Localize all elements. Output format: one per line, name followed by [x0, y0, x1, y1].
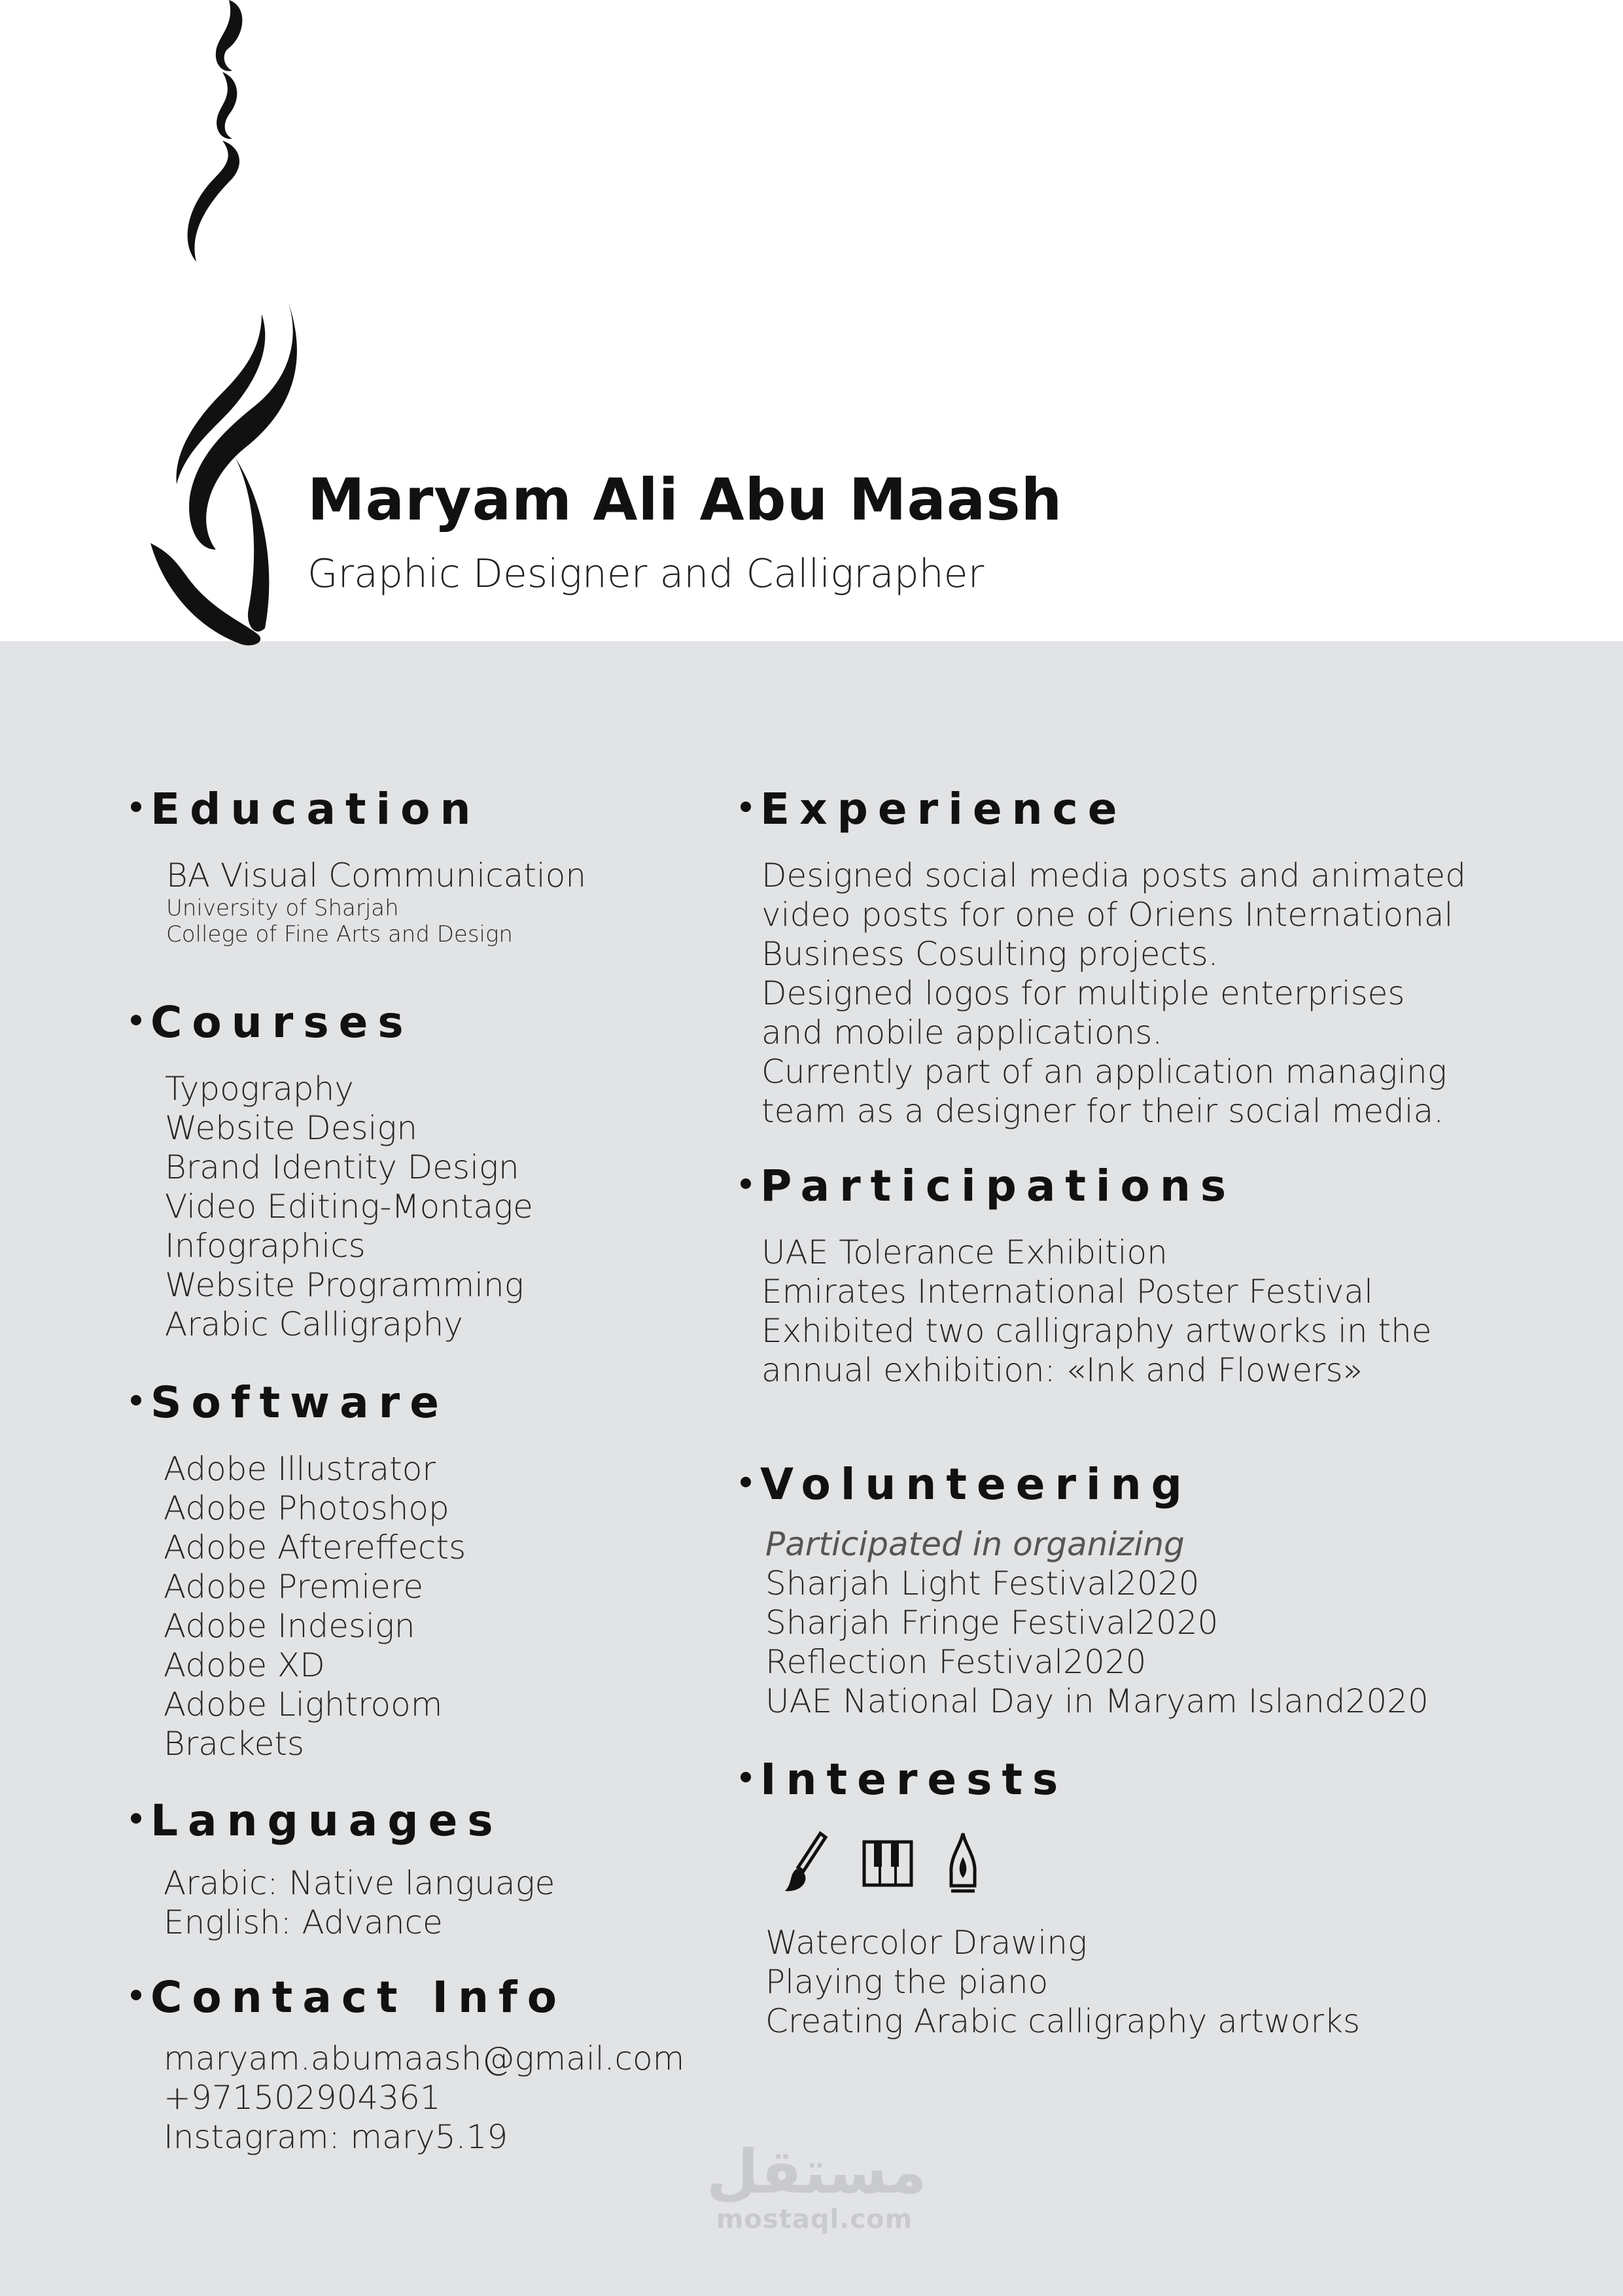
- experience-section: [741, 784, 1466, 1131]
- contact-heading-text: Contact Info: [150, 1972, 567, 2022]
- watermark-latin: mostaql.com: [716, 2204, 913, 2234]
- bullet-dot-icon: [131, 1990, 141, 2000]
- mostaql-watermark: [707, 2137, 927, 2234]
- interest-icons: [780, 1828, 1360, 1899]
- list-item: Website Design: [165, 1109, 418, 1147]
- experience-heading-text: Experience: [760, 784, 1127, 834]
- list-item: Adobe Photoshop: [164, 1489, 449, 1527]
- list-item: Infographics: [165, 1227, 366, 1265]
- volunteering-section: [741, 1459, 1429, 1721]
- bullet-dot-icon: [131, 1395, 141, 1405]
- list-item: UAE National Day in Maryam Island2020: [765, 1682, 1429, 1720]
- bullet-dot-icon: [741, 802, 751, 812]
- experience-line: and mobile applications.: [761, 1014, 1163, 1051]
- bullet-dot-icon: [131, 1015, 141, 1025]
- bullet-dot-icon: [131, 802, 141, 812]
- list-item: Brand Identity Design: [165, 1148, 519, 1186]
- volunteering-heading-text: Volunteering: [760, 1459, 1192, 1510]
- experience-line: Designed social media posts and animated: [761, 857, 1466, 894]
- contact-section: [131, 1972, 685, 2157]
- participations-heading-text: Participations: [760, 1161, 1236, 1211]
- instagram-handle[interactable]: Instagram: mary5.19: [164, 2118, 508, 2156]
- list-item: Typography: [165, 1070, 354, 1108]
- calligraphy-pen-icon: [943, 1831, 983, 1896]
- list-item: Sharjah Light Festival2020: [765, 1564, 1200, 1602]
- calligraphy-logo: [124, 0, 321, 648]
- participation-line: Exhibited two calligraphy artworks in the: [761, 1312, 1432, 1350]
- watermark-arabic: مستقل: [707, 2137, 927, 2207]
- list-item: Adobe Indesign: [164, 1607, 415, 1645]
- participation-line: Emirates International Poster Festival: [761, 1273, 1373, 1311]
- languages-heading: [131, 1795, 555, 1846]
- software-heading: [131, 1377, 466, 1428]
- education-university: University of Sharjah: [166, 895, 399, 921]
- courses-heading-text: Courses: [150, 997, 413, 1048]
- participations-heading: [741, 1161, 1432, 1211]
- volunteering-heading: [741, 1459, 1429, 1510]
- bullet-dot-icon: [741, 1477, 751, 1487]
- interests-heading: [741, 1754, 1360, 1805]
- participation-line: UAE Tolerance Exhibition: [761, 1233, 1168, 1271]
- list-item: Brackets: [164, 1725, 305, 1763]
- languages-section: [131, 1795, 555, 1942]
- software-heading-text: Software: [150, 1377, 449, 1428]
- list-item: Adobe Aftereffects: [164, 1528, 466, 1566]
- education-college: College of Fine Arts and Design: [166, 921, 513, 947]
- list-item: Adobe Premiere: [164, 1568, 424, 1606]
- paintbrush-icon: [780, 1831, 832, 1896]
- list-item: Playing the piano: [765, 1963, 1049, 2001]
- list-item: Arabic: Native language: [164, 1864, 555, 1902]
- experience-line: Designed logos for multiple enterprises: [761, 974, 1405, 1012]
- list-item: Adobe Illustrator: [164, 1450, 436, 1488]
- volunteering-intro: Participated in organizing: [765, 1525, 1185, 1563]
- software-section: [131, 1377, 466, 1763]
- participations-section: [741, 1161, 1432, 1390]
- email-link[interactable]: maryam.abumaash@gmail.com: [164, 2040, 685, 2077]
- list-item: Website Programming: [165, 1266, 524, 1304]
- phone-number[interactable]: +971502904361: [164, 2079, 441, 2117]
- courses-heading: [131, 997, 533, 1048]
- bullet-dot-icon: [741, 1178, 751, 1189]
- list-item: Creating Arabic calligraphy artworks: [765, 2002, 1361, 2040]
- list-item: Adobe XD: [164, 1646, 325, 1684]
- interests-section: [741, 1754, 1361, 2041]
- job-title: Graphic Designer and Calligrapher: [307, 551, 985, 597]
- list-item: Adobe Lightroom: [164, 1686, 443, 1723]
- bullet-dot-icon: [131, 1813, 141, 1824]
- experience-line: team as a designer for their social media.: [761, 1092, 1444, 1130]
- piano-icon: [862, 1840, 913, 1887]
- education-heading: [131, 784, 586, 834]
- experience-heading: [741, 784, 1466, 834]
- education-heading-text: Education: [150, 784, 481, 834]
- experience-line: Business Cosulting projects.: [761, 935, 1219, 973]
- participation-line: annual exhibition: «Ink and Flowers»: [761, 1351, 1363, 1389]
- interests-heading-text: Interests: [760, 1754, 1068, 1805]
- education-degree: BA Visual Communication: [166, 857, 587, 894]
- languages-heading-text: Languages: [150, 1795, 503, 1846]
- list-item: Video Editing-Montage: [165, 1188, 533, 1226]
- contact-heading: [131, 1972, 684, 2022]
- experience-line: Currently part of an application managing: [761, 1053, 1447, 1091]
- list-item: Arabic Calligraphy: [165, 1305, 463, 1343]
- candidate-name: Maryam Ali Abu Maash: [307, 466, 1063, 533]
- bullet-dot-icon: [741, 1772, 751, 1782]
- list-item: Sharjah Fringe Festival2020: [765, 1604, 1219, 1642]
- list-item: English: Advance: [164, 1903, 443, 1941]
- experience-line: video posts for one of Oriens International: [761, 896, 1454, 934]
- education-section: [131, 784, 587, 947]
- list-item: Reflection Festival2020: [765, 1643, 1147, 1681]
- courses-section: [131, 997, 533, 1344]
- list-item: Watercolor Drawing: [765, 1924, 1087, 1962]
